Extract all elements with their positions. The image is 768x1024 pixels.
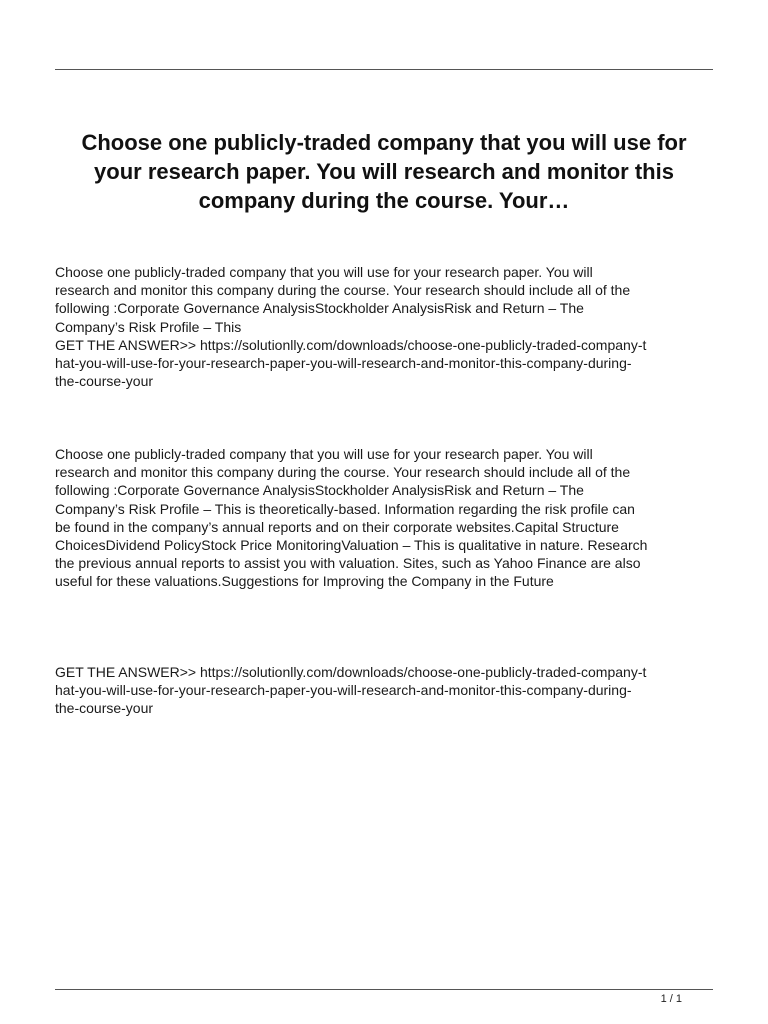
- body-line: be found in the company’s annual reports and on their corporate websites.Capital Structure: [55, 518, 619, 535]
- body-line: following :Corporate Governance AnalysisStockholder AnalysisRisk and Return – The: [55, 482, 584, 499]
- bottom-divider: [55, 989, 713, 990]
- answer-paragraph: [55, 663, 715, 718]
- summary-line: Choose one publicly-traded company that you will use for your research paper. You will: [55, 264, 593, 280]
- title-line: your research paper. You will research and monitor this: [94, 159, 674, 184]
- summary-paragraph: [55, 263, 715, 390]
- answer-line: GET THE ANSWER>> https://solutionlly.com/downloads/choose-one-publicly-traded-company-t: [55, 664, 647, 680]
- summary-answer-line: GET THE ANSWER>> https://solutionlly.com/downloads/choose-one-publicly-traded-company-t: [55, 336, 647, 353]
- answer-line: hat-you-will-use-for-your-research-paper-you-will-research-and-monitor-this-company-during-: [55, 682, 632, 699]
- body-line: useful for these valuations.Suggestions for Improving the Company in the Future: [55, 573, 554, 590]
- body-line: Company’s Risk Profile – This is theoretically-based. Information regarding the risk profile can: [55, 500, 635, 517]
- title-line: company during the course. Your…: [198, 188, 570, 213]
- summary-line: following :Corporate Governance AnalysisStockholder AnalysisRisk and Return – The: [55, 300, 584, 317]
- page-indicator: 1 / 1: [660, 993, 682, 1005]
- body-line: the previous annual reports to assist you with valuation. Sites, such as Yahoo Finance are also: [55, 555, 641, 572]
- body-line: Choose one publicly-traded company that you will use for your research paper. You will: [55, 446, 593, 462]
- body-line: research and monitor this company during the course. Your research should include all of the: [55, 464, 631, 481]
- summary-answer-line: hat-you-will-use-for-your-research-paper-you-will-research-and-monitor-this-company-during-: [55, 355, 632, 372]
- body-paragraph: [55, 445, 715, 591]
- document-title: [55, 128, 713, 215]
- title-line: Choose one publicly-traded company that you will use for: [81, 130, 687, 155]
- body-line: ChoicesDividend PolicyStock Price MonitoringValuation – This is qualitative in nature. Research: [55, 537, 648, 554]
- answer-line: the-course-your: [55, 700, 154, 717]
- summary-line: research and monitor this company during the course. Your research should include all of the: [55, 282, 631, 299]
- summary-answer-line: the-course-your: [55, 373, 154, 390]
- top-divider: [55, 69, 713, 70]
- summary-line: Company’s Risk Profile – This: [55, 318, 242, 335]
